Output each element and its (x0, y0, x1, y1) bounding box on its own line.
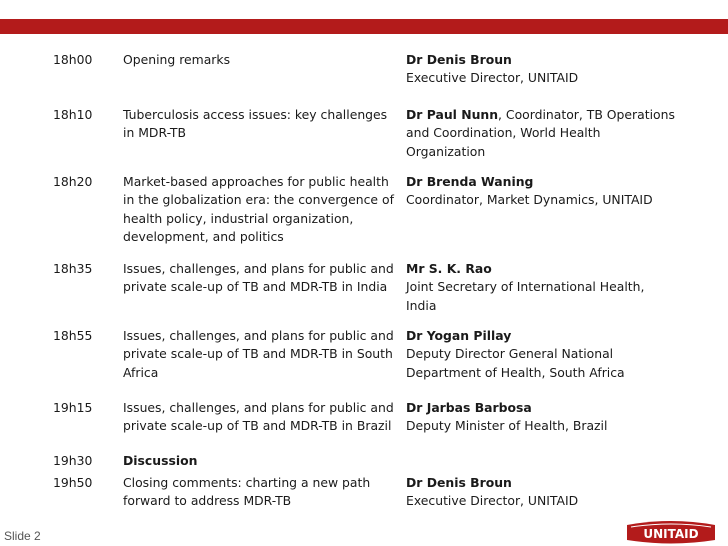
agenda-time: 18h35 (53, 261, 93, 276)
speaker-role: , Coordinator, TB Operations and Coordination, World Health Organization (406, 107, 675, 159)
agenda-time: 19h30 (53, 453, 93, 468)
speaker-role: Joint Secretary of International Health, India (406, 279, 645, 313)
speaker-name: Dr Jarbas Barbosa (406, 400, 532, 415)
slide-number: Slide 2 (4, 529, 41, 543)
agenda-speaker (406, 106, 678, 161)
speaker-name: Mr S. K. Rao (406, 261, 492, 276)
speaker-role: Executive Director, UNITAID (406, 493, 579, 509)
agenda-speaker (406, 399, 678, 436)
agenda-speaker (406, 474, 678, 511)
agenda-time: 18h10 (53, 107, 93, 122)
speaker-name: Dr Denis Broun (406, 475, 512, 490)
unitaid-logo (621, 519, 721, 545)
agenda-talk: Market-based approaches for public health in the globalization era: the convergence of health policy, industrial organization, development, and politics (123, 174, 394, 245)
agenda-speaker (406, 51, 678, 88)
speaker-role: Deputy Director General National Department of Health, South Africa (406, 346, 625, 380)
agenda-talk: Opening remarks (123, 52, 231, 67)
speaker-name: Dr Brenda Waning (406, 174, 534, 189)
agenda-time: 18h00 (53, 52, 93, 67)
agenda-speaker (406, 327, 678, 382)
speaker-name: Dr Paul Nunn (406, 107, 499, 122)
speaker-name: Dr Denis Broun (406, 52, 512, 67)
agenda-time: 19h50 (53, 475, 93, 490)
agenda-talk: Discussion (123, 453, 198, 468)
speaker-role: Executive Director, UNITAID (406, 70, 579, 86)
header-red-band (0, 19, 728, 34)
agenda-talk: Tuberculosis access issues: key challenges in MDR-TB (123, 107, 388, 141)
speaker-role: Deputy Minister of Health, Brazil (406, 418, 608, 434)
agenda-time: 18h55 (53, 328, 93, 343)
agenda-speaker (406, 173, 678, 210)
agenda-speaker (406, 260, 678, 315)
speaker-role: Coordinator, Market Dynamics, UNITAID (406, 192, 653, 208)
agenda-time: 18h20 (53, 174, 93, 189)
header-bar (0, 0, 728, 34)
logo-text: UNITAID (643, 527, 699, 541)
agenda-time: 19h15 (53, 400, 93, 415)
speaker-name: Dr Yogan Pillay (406, 328, 512, 343)
agenda-talk: Closing comments: charting a new path forward to address MDR-TB (123, 475, 371, 509)
agenda-talk: Issues, challenges, and plans for public and private scale-up of TB and MDR-TB in South Africa (123, 328, 394, 380)
agenda-talk: Issues, challenges, and plans for public and private scale-up of TB and MDR-TB in Brazil (123, 400, 394, 434)
agenda-talk: Issues, challenges, and plans for public and private scale-up of TB and MDR-TB in India (123, 261, 394, 295)
